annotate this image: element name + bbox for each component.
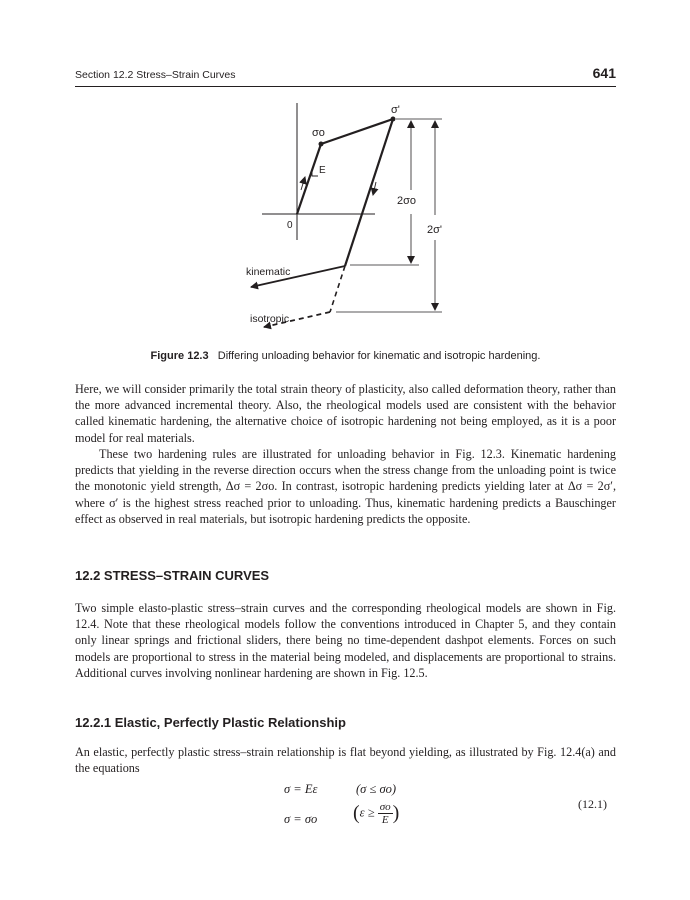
equation-2-fraction <box>378 801 393 826</box>
label-2sigma-prime: 2σ' <box>427 224 443 236</box>
paragraph-1: Here, we will consider primarily the total strain theory of plasticity, also called deformation theory, rather than the more advanced incremental theory. Also, the rheological models used are consistent with the behavior called kinematic hardening, the alternative choice of isotropic hardening not being employed, as it is a poor model for real materials. <box>75 382 616 445</box>
paragraph-3: Two simple elasto-plastic stress–strain curves and the corresponding rheological models are shown in Fig. 12.4. Note that these rheological models follow the conventions introduced in Chapter 5, and they contain only linear springs and frictional sliders, there being no time-dependent dashpot elements. Forces on such models are proportional to stress in the material being modeled, and displacements are proportional to strains. Additional curves involving nonlinear hardening are shown in Fig. 12.5. <box>75 601 616 680</box>
equation-2-left: σ = σo <box>284 812 318 826</box>
label-isotropic: isotropic <box>250 313 290 325</box>
caption-text: Differing unloading behavior for kinematic and isotropic hardening. <box>217 350 541 362</box>
caption-label: Figure 12.3 <box>150 350 209 362</box>
section-title: Section 12.2 Stress–Strain Curves <box>75 69 236 81</box>
label-kinematic: kinematic <box>246 266 291 278</box>
unloading-arrow <box>373 182 376 195</box>
hardening-line <box>321 119 393 144</box>
equation-2-condition: (ε ≥ $\frac{\sigma o}{E}$ ) <box>353 801 400 826</box>
figure-caption <box>75 350 616 362</box>
equation-1-condition: (σ ≤ σo) <box>356 782 397 796</box>
figure-12-3 <box>240 96 460 336</box>
isotropic-elastic-extension <box>330 266 345 312</box>
elastic-loading-line <box>297 144 321 214</box>
page-number: 641 <box>592 65 616 81</box>
subsection-heading: 12.2.1 Elastic, Perfectly Plastic Relationship <box>75 715 346 730</box>
label-2sigma-o: 2σo <box>397 195 417 207</box>
label-sigma-prime: σ' <box>391 104 400 116</box>
unloading-line <box>345 119 393 266</box>
equation-number: (12.1) <box>578 797 607 811</box>
paragraph-2-text: These two hardening rules are illustrated for unloading behavior in Fig. 12.3. Kinematic hardening predicts that yielding in the reverse direction occurs when the stress change from the unloading point is twice the monotonic yield strength, Δσ = 2σo. In contrast, isotropic hardening predicts yielding later at Δσ = 2σ′, where σ′ is the highest stress reached prior to unloading. Thus, kinematic hardening predicts a Bauschinger effect as observed in real materials, but isotropic hardening predicts the opposite. <box>75 447 616 526</box>
loading-arrow <box>301 177 305 190</box>
label-E: E <box>319 165 326 176</box>
fraction-denominator: E <box>381 814 389 826</box>
paragraph-4: An elastic, perfectly plastic stress–strain relationship is flat beyond yielding, as illustrated by Fig. 12.4(a) and the equations <box>75 745 616 776</box>
section-heading: 12.2 STRESS–STRAIN CURVES <box>75 568 270 583</box>
label-origin: 0 <box>287 220 293 231</box>
paragraph-2 <box>75 446 616 527</box>
label-sigma-o: σo <box>312 127 325 139</box>
equation-2-prefix: ε ≥ <box>359 805 375 820</box>
running-header <box>75 66 616 87</box>
yield-point <box>319 142 324 147</box>
equation-1-left: σ = Eε <box>284 782 318 796</box>
fraction-numerator: σo <box>379 801 391 813</box>
